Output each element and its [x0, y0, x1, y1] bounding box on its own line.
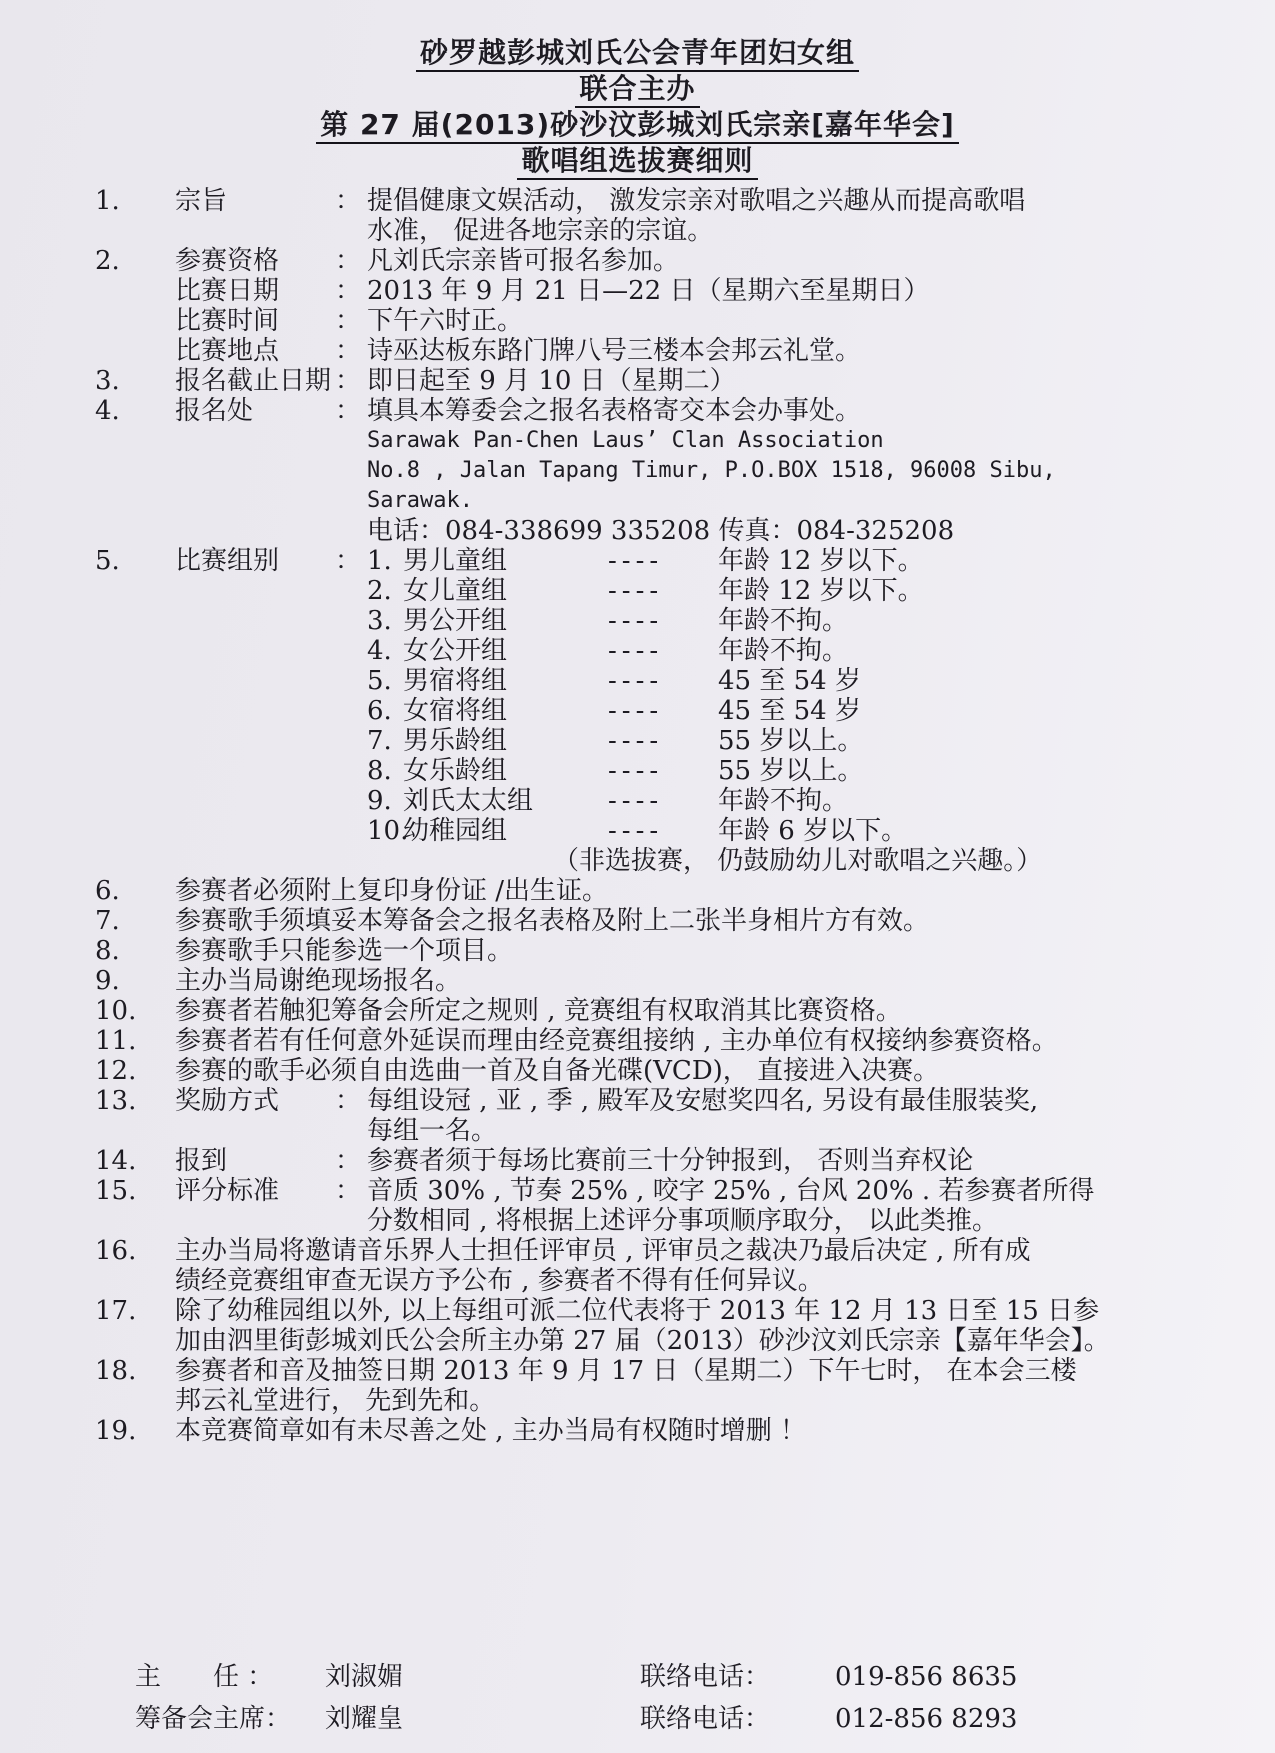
item-content: [367, 246, 1180, 276]
item-content: [367, 546, 1180, 876]
item-content: [367, 1086, 1180, 1146]
item-number: 16.: [95, 1236, 137, 1266]
group-number: 8.: [367, 756, 392, 786]
group-row: [367, 696, 1180, 726]
item-label: 报名截止日期: [175, 366, 332, 396]
list-item: [95, 996, 1180, 1026]
item-body: [175, 1086, 1180, 1146]
list-item: [95, 1086, 1180, 1146]
group-note: （非选拔赛， 仍鼓励幼儿对歌唱之兴趣。）: [553, 846, 1043, 876]
list-item: [95, 936, 1180, 966]
item-number: 1.: [95, 186, 120, 216]
item-number: 12.: [95, 1056, 137, 1086]
group-row: [367, 726, 1180, 756]
group-dash: ----: [608, 786, 664, 816]
item-label: 比赛组别: [175, 546, 280, 576]
group-dash: ----: [608, 606, 664, 636]
text-line: 主办当局谢绝现场报名。: [175, 966, 462, 996]
item-colon: ：: [335, 1086, 362, 1116]
group-name: 女儿童组: [403, 576, 508, 606]
item-number: 10.: [95, 996, 137, 1026]
item-colon: ：: [335, 366, 362, 396]
item-content: [367, 366, 1180, 396]
text-line: 参赛的歌手必须自由选曲一首及自备光碟(VCD)， 直接进入决赛。: [175, 1056, 940, 1086]
item-body: [175, 996, 1180, 1026]
group-row: [367, 546, 1180, 576]
text-line: 除了幼稚园组以外, 以上每组可派二位代表将于 2013 年 12 月 13 日至 15 日参: [175, 1296, 1100, 1326]
group-number: 5.: [367, 666, 392, 696]
text-line: 参赛歌手只能参选一个项目。: [175, 936, 514, 966]
text-line: 参赛者必须附上复印身份证 /出生证。: [175, 876, 609, 906]
footer-row-director: [135, 1656, 1180, 1698]
item-number: 13.: [95, 1086, 137, 1116]
group-age: 年龄不拘。: [718, 606, 849, 636]
group-age: 年龄 12 岁以下。: [718, 546, 924, 576]
group-row: [367, 756, 1180, 786]
text-line: 音质 30% , 节奏 25% , 咬字 25% , 台风 20% . 若参赛者所得: [367, 1176, 1095, 1206]
item-body: [175, 396, 1180, 546]
text-line: 即日起至 9 月 10 日（星期二）: [367, 366, 736, 396]
list-item: [95, 1146, 1180, 1176]
list-item: [95, 246, 1180, 366]
list-item: [95, 906, 1180, 936]
item-row: [175, 1146, 1180, 1176]
group-number: 1.: [367, 546, 392, 576]
text-line: 绩经竞赛组审查无误方予公布 , 参赛者不得有任何异议。: [175, 1266, 824, 1296]
footer-row-chairman: [135, 1698, 1180, 1740]
item-label: 宗旨: [175, 186, 228, 216]
group-row: [367, 666, 1180, 696]
item-number: 2.: [95, 246, 120, 276]
director-role-label: 主 任 ：: [135, 1662, 274, 1692]
list-item: [95, 1026, 1180, 1056]
header-event: 第 27 届(2013)砂沙汶彭城刘氏宗亲[嘉年华会]: [316, 108, 959, 144]
group-name: 男公开组: [403, 606, 508, 636]
item-row: [175, 336, 1180, 366]
list-item: [95, 1296, 1180, 1356]
item-number: 18.: [95, 1356, 137, 1386]
header-cohost: 联合主办: [575, 72, 699, 108]
item-content: [367, 396, 1180, 546]
item-body: [175, 876, 1180, 906]
item-content: [367, 276, 1180, 306]
item-number: 17.: [95, 1296, 137, 1326]
text-line: 填具本筹委会之报名表格寄交本会办事处。: [367, 396, 862, 426]
item-colon: ：: [335, 546, 362, 576]
group-name: 女乐龄组: [403, 756, 508, 786]
list-item: [95, 1056, 1180, 1086]
item-body: [175, 1056, 1180, 1086]
director-phone: 019-856 8635: [835, 1662, 1018, 1692]
item-label: 报到: [175, 1146, 228, 1176]
item-content: [367, 336, 1180, 366]
list-item: [95, 966, 1180, 996]
chairman-phone-label: 联络电话：: [640, 1704, 771, 1734]
text-line: 邦云礼堂进行， 先到先和。: [175, 1386, 496, 1416]
item-row: [175, 546, 1180, 876]
header-organizer: 砂罗越彭城刘氏公会青年团妇女组: [416, 36, 859, 72]
item-row: [175, 306, 1180, 336]
group-name: 幼稚园组: [403, 816, 508, 846]
list-item: [95, 1416, 1180, 1446]
header-event-line: [0, 108, 1275, 144]
director-phone-label: 联络电话：: [640, 1662, 771, 1692]
text-line: 水准， 促进各地宗亲的宗谊。: [367, 216, 714, 246]
group-row: [367, 636, 1180, 666]
item-colon: ：: [335, 1146, 362, 1176]
list-item: [95, 186, 1180, 246]
list-item: [95, 366, 1180, 396]
list-item: [95, 1236, 1180, 1296]
group-row: [367, 786, 1180, 816]
item-body: [175, 1026, 1180, 1056]
header-cohost-line: [0, 72, 1275, 108]
item-colon: ：: [335, 306, 362, 336]
item-label: 奖励方式: [175, 1086, 280, 1116]
group-name: 女宿将组: [403, 696, 508, 726]
page-title: 歌唱组选拔赛细则: [517, 144, 757, 180]
item-row: [175, 246, 1180, 276]
group-name: 女公开组: [403, 636, 508, 666]
group-name: 刘氏太太组: [403, 786, 534, 816]
group-dash: ----: [608, 636, 664, 666]
item-body: [175, 936, 1180, 966]
group-age: 55 岁以上。: [718, 756, 864, 786]
item-number: 3.: [95, 366, 120, 396]
group-dash: ----: [608, 816, 664, 846]
group-number: 9.: [367, 786, 392, 816]
item-label: 报名处: [175, 396, 254, 426]
item-label: 比赛日期: [175, 276, 280, 306]
item-content: [367, 1146, 1180, 1176]
chairman-phone: 012-856 8293: [835, 1704, 1018, 1734]
item-body: [175, 906, 1180, 936]
text-line: 参赛者若触犯筹备会所定之规则 , 竞赛组有权取消其比赛资格。: [175, 996, 902, 1026]
group-name: 男乐龄组: [403, 726, 508, 756]
group-dash: ----: [608, 546, 664, 576]
text-line: 提倡健康文娱活动， 激发宗亲对歌唱之兴趣从而提高歌唱: [367, 186, 1026, 216]
item-colon: ：: [335, 276, 362, 306]
item-body: [175, 1296, 1180, 1356]
item-content: [367, 306, 1180, 336]
group-row: [367, 816, 1180, 846]
text-line: 下午六时正。: [367, 306, 524, 336]
text-line: No.8 , Jalan Tapang Timur, P.O.BOX 1518, 96008 Sibu,: [367, 458, 1056, 483]
list-item: [95, 876, 1180, 906]
item-label: 比赛地点: [175, 336, 280, 366]
group-number: 7.: [367, 726, 392, 756]
item-row: [175, 396, 1180, 546]
text-line: 参赛者和音及抽签日期 2013 年 9 月 17 日（星期二）下午七时， 在本会三楼: [175, 1356, 1077, 1386]
text-line: 加由泗里街彭城刘氏公会所主办第 27 届（2013）砂沙汶刘氏宗亲【嘉年华会】。: [175, 1326, 1110, 1356]
group-age: 年龄 12 岁以下。: [718, 576, 924, 606]
item-body: [175, 1356, 1180, 1416]
item-content: [367, 1176, 1180, 1236]
group-row: [367, 576, 1180, 606]
group-number: 4.: [367, 636, 392, 666]
item-number: 5.: [95, 546, 120, 576]
item-number: 7.: [95, 906, 120, 936]
item-number: 11.: [95, 1026, 137, 1056]
item-number: 15.: [95, 1176, 137, 1206]
list-item: [95, 396, 1180, 546]
group-dash: ----: [608, 576, 664, 606]
chairman-role-label: 筹备会主席：: [135, 1704, 292, 1734]
group-number: 3.: [367, 606, 392, 636]
header-block: [0, 36, 1275, 180]
group-name: 男宿将组: [403, 666, 508, 696]
header-organizer-line: [0, 36, 1275, 72]
director-name: 刘淑媚: [325, 1662, 404, 1692]
item-body: [175, 1146, 1180, 1176]
text-line: 电话：084-338699 335208 传真：084-325208: [367, 516, 955, 546]
item-body: [175, 1236, 1180, 1296]
item-row: [175, 1176, 1180, 1236]
item-body: [175, 246, 1180, 366]
rules-list: [0, 186, 1275, 1446]
group-age: 年龄不拘。: [718, 786, 849, 816]
item-body: [175, 546, 1180, 876]
item-body: [175, 966, 1180, 996]
header-doc-title-line: [0, 144, 1275, 180]
group-dash: ----: [608, 666, 664, 696]
text-line: 分数相同 , 将根据上述评分事项顺序取分， 以此类推。: [367, 1206, 999, 1236]
text-line: 诗巫达板东路门牌八号三楼本会邦云礼堂。: [367, 336, 862, 366]
item-number: 14.: [95, 1146, 137, 1176]
text-line: Sarawak Pan-Chen Laus’ Clan Association: [367, 428, 884, 453]
item-row: [175, 366, 1180, 396]
group-number: 6.: [367, 696, 392, 726]
text-line: 参赛者须于每场比赛前三十分钟报到， 否则当弃权论: [367, 1146, 974, 1176]
item-number: 9.: [95, 966, 120, 996]
group-number: 2.: [367, 576, 392, 606]
item-number: 6.: [95, 876, 120, 906]
item-label: 评分标准: [175, 1176, 280, 1206]
item-colon: ：: [335, 396, 362, 426]
group-row: [367, 606, 1180, 636]
group-age: 45 至 54 岁: [718, 666, 861, 696]
item-body: [175, 186, 1180, 246]
text-line: 参赛歌手须填妥本筹备会之报名表格及附上二张半身相片方有效。: [175, 906, 930, 936]
text-line: 2013 年 9 月 21 日—22 日（星期六至星期日）: [367, 276, 930, 306]
list-item: [95, 1356, 1180, 1416]
group-age: 年龄不拘。: [718, 636, 849, 666]
item-colon: ：: [335, 186, 362, 216]
chairman-name: 刘耀皇: [325, 1704, 404, 1734]
text-line: 本竞赛简章如有未尽善之处 , 主办当局有权随时增删 ！: [175, 1416, 807, 1446]
text-line: Sarawak.: [367, 488, 473, 513]
item-row: [175, 1086, 1180, 1146]
group-dash: ----: [608, 726, 664, 756]
item-row: [175, 186, 1180, 246]
item-body: [175, 366, 1180, 396]
group-dash: ----: [608, 756, 664, 786]
group-number: 10.: [367, 816, 409, 846]
text-line: 每组一名。: [367, 1116, 498, 1146]
item-number: 4.: [95, 396, 120, 426]
list-item: [95, 1176, 1180, 1236]
item-label: 参赛资格: [175, 246, 280, 276]
item-row: [175, 276, 1180, 306]
item-number: 19.: [95, 1416, 137, 1446]
group-age: 55 岁以上。: [718, 726, 864, 756]
item-content: [367, 186, 1180, 246]
list-item: [95, 546, 1180, 876]
text-line: 主办当局将邀请音乐界人士担任评审员 , 评审员之裁决乃最后决定 , 所有成: [175, 1236, 1031, 1266]
text-line: 参赛者若有任何意外延误而理由经竞赛组接纳 , 主办单位有权接纳参赛资格。: [175, 1026, 1058, 1056]
item-body: [175, 1416, 1180, 1446]
item-colon: ：: [335, 1176, 362, 1206]
group-dash: ----: [608, 696, 664, 726]
item-number: 8.: [95, 936, 120, 966]
footer: [0, 1656, 1275, 1740]
item-label: 比赛时间: [175, 306, 280, 336]
item-colon: ：: [335, 246, 362, 276]
group-age: 年龄 6 岁以下。: [718, 816, 908, 846]
item-colon: ：: [335, 336, 362, 366]
text-line: 每组设冠 , 亚 , 季 , 殿军及安慰奖四名, 另设有最佳服装奖,: [367, 1086, 1039, 1116]
item-body: [175, 1176, 1180, 1236]
text-line: 凡刘氏宗亲皆可报名参加。: [367, 246, 680, 276]
group-age: 45 至 54 岁: [718, 696, 861, 726]
group-name: 男儿童组: [403, 546, 508, 576]
